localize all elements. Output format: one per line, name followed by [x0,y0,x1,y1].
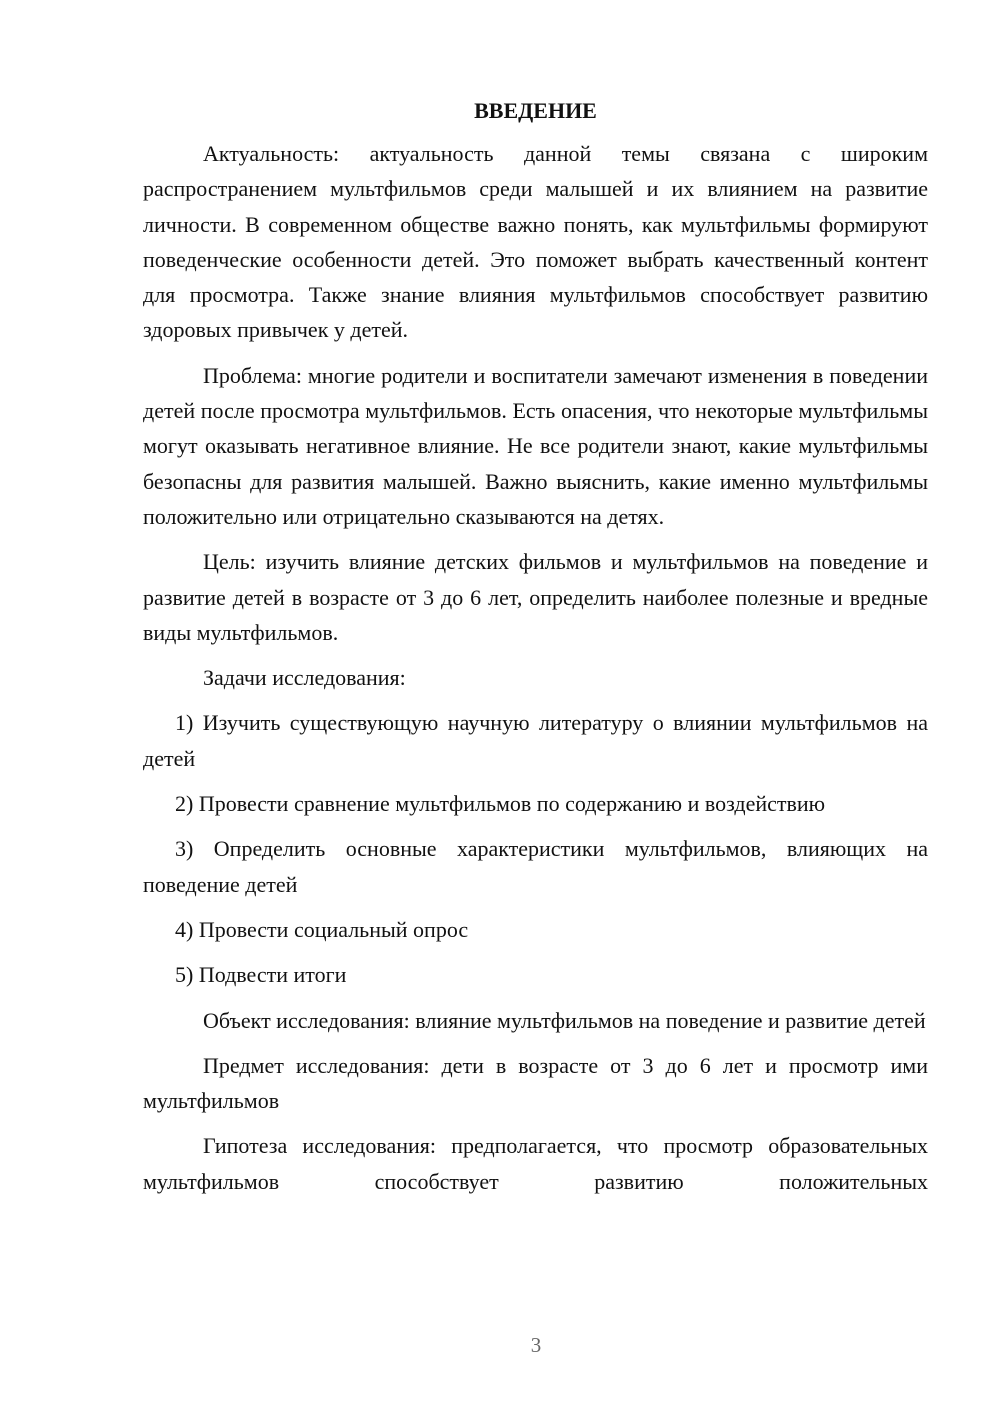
task-item-1: 1) Изучить существующую научную литературу о влиянии мультфильмов на детей [143,710,928,771]
task-item-4: 4) Провести социальный опрос [175,916,469,942]
paragraph-goal: Цель: изучить влияние детских фильмов и мультфильмов на поведение и развитие детей в возрасте от 3 до 6 лет, определить наиболее полезные и вредные виды мультфильмов. [143,549,928,645]
paragraph-object: Объект исследования: влияние мультфильмов на поведение и развитие детей [203,1007,926,1033]
task-item-2: 2) Провести сравнение мультфильмов по содержанию и воздействию [175,791,826,817]
paragraph-relevance: Актуальность: актуальность данной темы связана с широким распространением мультфильмов среди малышей и их влиянием на развитие личности. В современном обществе важно понять, как мультфильмы формируют поведенческие особенности детей. Это поможет выбрать качественный контент для просмотра. Также знание влияния мультфильмов способствует развитию здоровых привычек у детей. [143,141,928,343]
paragraph-tasks-heading: Задачи исследования: [203,665,406,691]
document-page [143,94,928,1209]
document-title: ВВЕДЕНИЕ [474,98,597,123]
task-item-3: 3) Определить основные характеристики мультфильмов, влияющих на поведение детей [143,836,928,897]
paragraph-subject: Предмет исследования: дети в возрасте от 3 до 6 лет и просмотр ими мультфильмов [143,1052,928,1114]
paragraph-problem: Проблема: многие родители и воспитатели замечают изменения в поведении детей после просмотра мультфильмов. Есть опасения, что некоторые мультфильмы могут оказывать негативное влияние. Не все родители знают, какие мультфильмы безопасны для развития малышей. Важно выяснить, какие именно мультфильмы положительно или отрицательно сказываются на детях. [143,362,928,529]
paragraph-hypothesis: Гипотеза исследования: предполагается, что просмотр образовательных мультфильмов способствует развитию положительных [143,1133,928,1194]
task-item-5: 5) Подвести итоги [175,962,347,988]
page-number: 3 [530,1333,542,1357]
